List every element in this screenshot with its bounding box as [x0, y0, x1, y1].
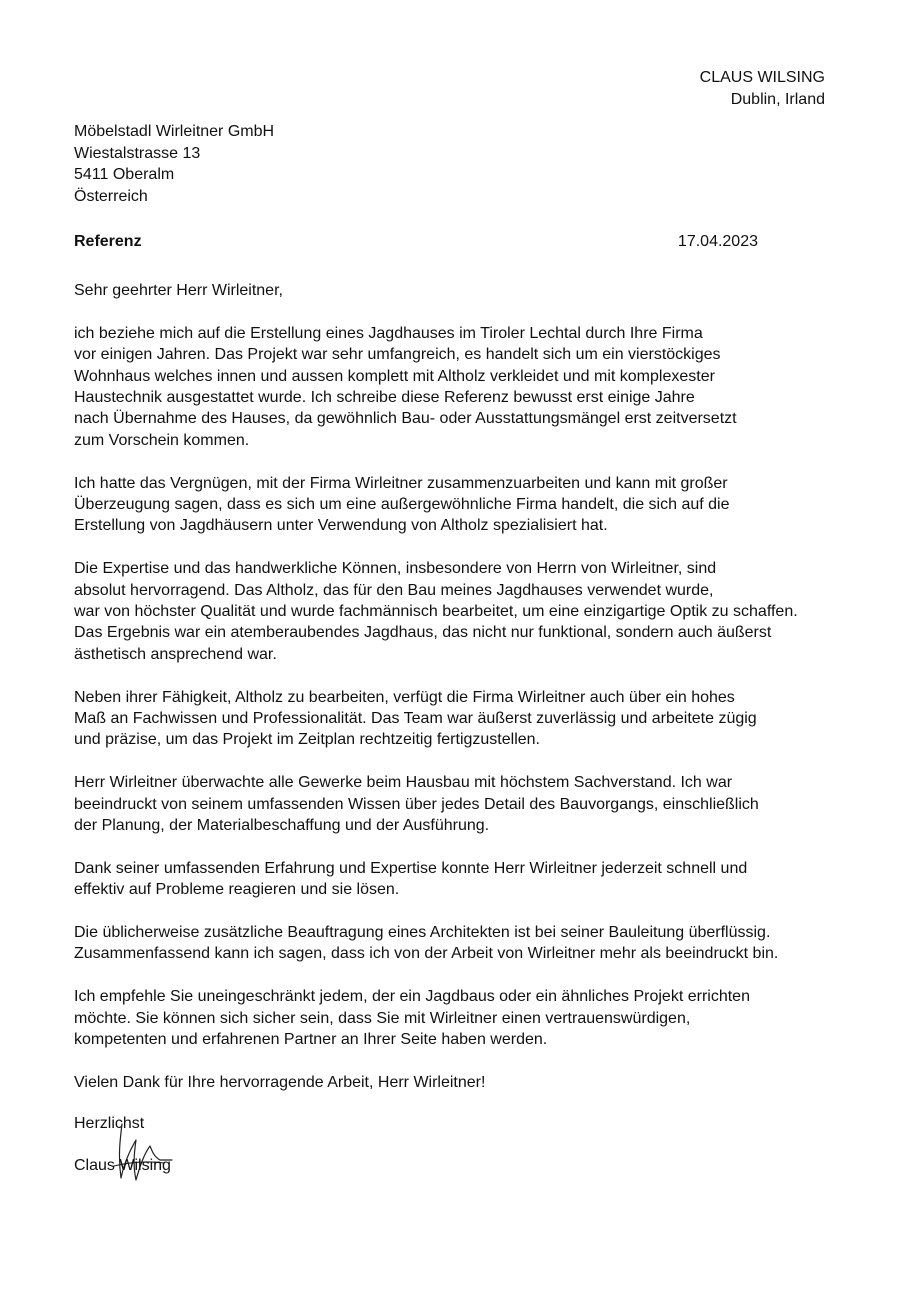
paragraph-line: ästhetisch ansprechend war. — [74, 645, 277, 663]
signature-name: Claus Wilsing — [74, 1157, 171, 1174]
body-paragraph — [74, 858, 834, 901]
paragraph-line: Die Expertise und das handwerkliche Können, insbesondere von Herrn von Wirleitner, sind — [74, 560, 717, 578]
paragraph-line: und präzise, um das Projekt im Zeitplan rechtzeitig fertigzustellen. — [74, 731, 540, 749]
recipient-street: Wiestalstrasse 13 — [74, 144, 201, 162]
body-paragraph — [74, 687, 834, 751]
paragraph-line: war von höchster Qualität und wurde fachmännisch bearbeitet, um eine einzigartige Optik zu schaffen. — [74, 603, 798, 621]
recipient-address — [74, 121, 274, 207]
paragraph-line: Zusammenfassend kann ich sagen, dass ich von der Arbeit von Wirleitner mehr als beeindruckt bin. — [74, 945, 779, 963]
paragraph-line: der Planung, der Materialbeschaffung und der Ausführung. — [74, 817, 490, 835]
paragraph-line: Maß an Fachwissen und Professionalität. Das Team war äußerst zuverlässig und arbeitete zügig — [74, 710, 757, 728]
subject-heading: Referenz — [74, 233, 142, 250]
body-paragraph — [74, 1072, 834, 1093]
paragraph-line: Vielen Dank für Ihre hervorragende Arbeit, Herr Wirleitner! — [74, 1073, 486, 1091]
paragraph-line: möchte. Sie können sich sicher sein, dass Sie mit Wirleitner einen vertrauenswürdigen, — [74, 1009, 691, 1027]
paragraph-line: Ich empfehle Sie uneingeschränkt jedem, der ein Jagdbaus oder ein ähnliches Projekt errichten — [74, 988, 750, 1006]
sender-location: Dublin, Irland — [730, 91, 825, 108]
paragraph-line: Dank seiner umfassenden Erfahrung und Expertise konnte Herr Wirleitner jederzeit schnell und — [74, 859, 748, 877]
paragraph-line: effektiv auf Probleme reagieren und sie lösen. — [74, 881, 400, 899]
body-paragraph — [74, 986, 834, 1050]
body-paragraph — [74, 323, 834, 451]
paragraph-line: kompetenten und erfahrenen Partner an Ihrer Seite haben werden. — [74, 1031, 548, 1049]
body-paragraph — [74, 558, 834, 665]
closing: Herzlichst — [74, 1115, 145, 1132]
body-paragraph — [74, 922, 834, 965]
paragraph-line: Neben ihrer Fähigkeit, Altholz zu bearbeiten, verfügt die Firma Wirleitner auch über ein hohes — [74, 688, 735, 706]
body-paragraph — [74, 473, 834, 537]
paragraph-line: nach Übernahme des Hauses, da gewöhnlich Bau- oder Ausstattungsmängel erst zeitversetzt — [74, 410, 737, 428]
letter-date: 17.04.2023 — [677, 233, 758, 250]
paragraph-line: Die üblicherweise zusätzliche Beauftragung eines Architekten ist bei seiner Bauleitung überflüssig. — [74, 924, 771, 942]
paragraph-line: Erstellung von Jagdhäusern unter Verwendung von Altholz spezialisiert hat. — [74, 517, 608, 535]
paragraph-line: Überzeugung sagen, dass es sich um eine außergewöhnliche Firma handelt, die sich auf die — [74, 496, 730, 514]
sender-block — [700, 67, 825, 111]
paragraph-line: zum Vorschein kommen. — [74, 431, 250, 449]
paragraph-line: absolut hervorragend. Das Altholz, das für den Bau meines Jagdhauses verwendet wurde, — [74, 581, 714, 599]
body-paragraph — [74, 772, 834, 836]
paragraph-line: Das Ergebnis war ein atemberaubendes Jagdhaus, das nicht nur funktional, sondern auch äußerst — [74, 624, 772, 642]
paragraph-line: Herr Wirleitner überwachte alle Gewerke beim Hausbau mit höchstem Sachverstand. Ich war — [74, 774, 733, 792]
salutation: Sehr geehrter Herr Wirleitner, — [74, 282, 283, 299]
letter-body — [74, 280, 834, 1115]
handwritten-signature — [100, 1120, 190, 1190]
recipient-company: Möbelstadl Wirleitner GmbH — [74, 123, 275, 140]
subject-row — [74, 233, 758, 255]
paragraph-line: Haustechnik ausgestattet wurde. Ich schreibe diese Referenz bewusst erst einige Jahre — [74, 389, 695, 407]
paragraph-line: vor einigen Jahren. Das Projekt war sehr umfangreich, es handelt sich um ein vierstöckiges — [74, 346, 721, 364]
paragraph-line: beeindruckt von seinem umfassenden Wissen über jedes Detail des Bauvorgangs, einschließlich — [74, 795, 759, 813]
sender-name: CLAUS WILSING — [699, 69, 825, 86]
recipient-city: 5411 Oberalm — [74, 166, 175, 183]
recipient-country: Österreich — [74, 187, 148, 205]
paragraph-line: Wohnhaus welches innen und aussen komplett mit Altholz verkleidet und mit komplexester — [74, 367, 715, 385]
paragraph-line: Ich hatte das Vergnügen, mit der Firma Wirleitner zusammenzuarbeiten und kann mit großer — [74, 474, 728, 492]
paragraph-line: ich beziehe mich auf die Erstellung eines Jagdhauses im Tiroler Lechtal durch Ihre Firma — [74, 324, 703, 342]
